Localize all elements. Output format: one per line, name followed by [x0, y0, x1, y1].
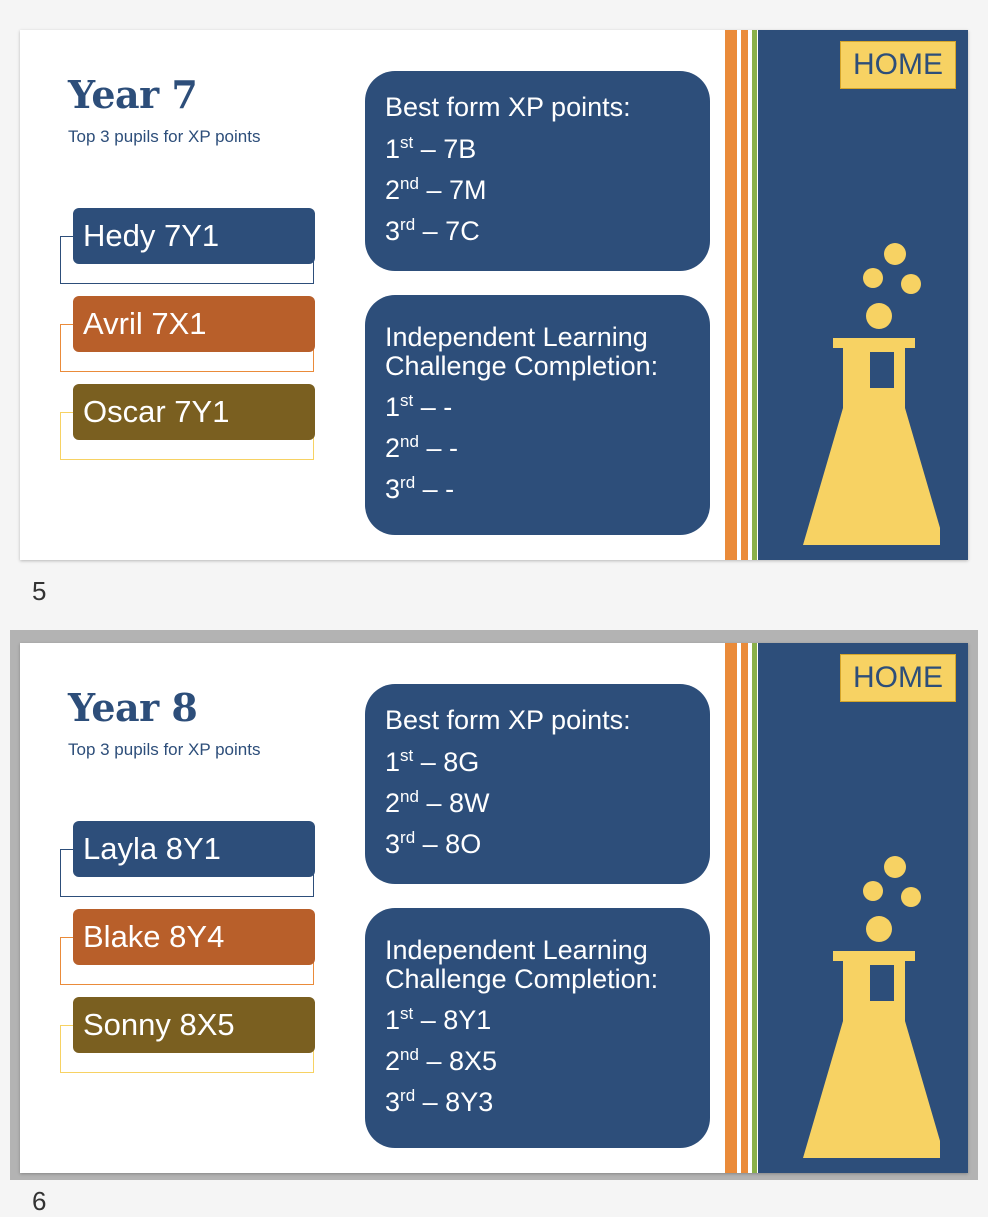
- panel-title: Independent Learning Challenge Completion:: [385, 935, 659, 994]
- pupil-card-1: [60, 821, 316, 901]
- rank-row: 3rd – 7C: [385, 215, 480, 246]
- pupil-name: Avril 7X1: [73, 296, 315, 352]
- rank-row: 2nd – 7M: [385, 174, 487, 205]
- pupil-card-3: [60, 997, 316, 1077]
- rank-row: 2nd – 8X5: [385, 1045, 498, 1076]
- pupil-name: Oscar 7Y1: [73, 384, 315, 440]
- pupil-name: Sonny 8X5: [73, 997, 315, 1053]
- flask-icon: [790, 240, 940, 550]
- slide-subtitle: Top 3 pupils for XP points: [68, 127, 261, 146]
- home-button[interactable]: HOME: [840, 654, 956, 702]
- rank-row: 2nd – -: [385, 432, 458, 463]
- decorative-stripes: [725, 643, 757, 1173]
- rank-row: 3rd – 8Y3: [385, 1086, 494, 1117]
- slide-5[interactable]: [20, 30, 968, 560]
- challenge-panel: [365, 295, 710, 535]
- rank-row: 1st – 7B: [385, 133, 477, 164]
- xp-form-panel: [365, 684, 710, 884]
- pupil-card-3: [60, 384, 316, 464]
- slide-title: Year 7: [68, 72, 198, 117]
- decorative-stripes: [725, 30, 757, 560]
- home-button[interactable]: HOME: [840, 41, 956, 89]
- pupil-card-2: [60, 909, 316, 989]
- rank-row: 3rd – -: [385, 473, 455, 504]
- slide-subtitle: Top 3 pupils for XP points: [68, 740, 261, 759]
- rank-row: 1st – 8G: [385, 746, 480, 777]
- rank-row: 3rd – 8O: [385, 828, 482, 859]
- challenge-panel: [365, 908, 710, 1148]
- pupil-name: Hedy 7Y1: [73, 208, 315, 264]
- pupil-name: Blake 8Y4: [73, 909, 315, 965]
- rank-row: 2nd – 8W: [385, 787, 490, 818]
- pupil-name: Layla 8Y1: [73, 821, 315, 877]
- slide-6[interactable]: [20, 643, 968, 1173]
- panel-title: Best form XP points:: [385, 705, 631, 735]
- rank-row: 1st – -: [385, 391, 453, 422]
- flask-icon: [790, 853, 940, 1163]
- pupil-card-2: [60, 296, 316, 376]
- slide-title: Year 8: [68, 685, 198, 730]
- panel-title: Independent Learning Challenge Completion:: [385, 322, 659, 381]
- panel-title: Best form XP points:: [385, 92, 631, 122]
- rank-row: 1st – 8Y1: [385, 1004, 492, 1035]
- pupil-card-1: [60, 208, 316, 288]
- xp-form-panel: [365, 71, 710, 271]
- slide-number: 5: [32, 576, 47, 606]
- slide-number: 6: [32, 1186, 47, 1216]
